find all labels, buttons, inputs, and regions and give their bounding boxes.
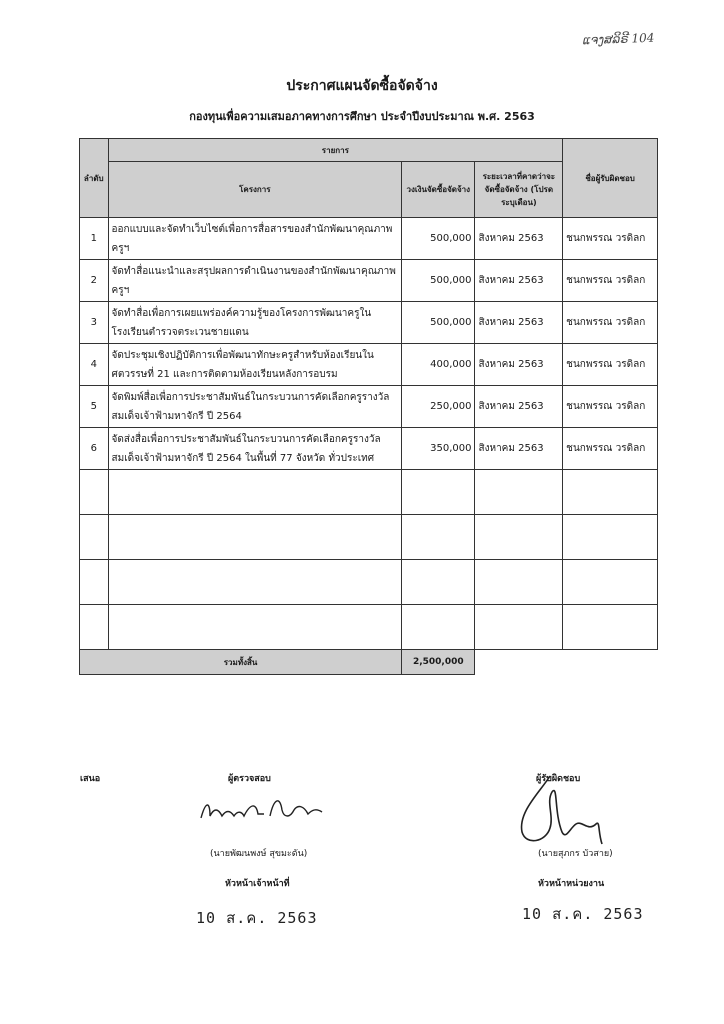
header-period: ระยะเวลาที่คาดว่าจะจัดซื้อจัดจ้าง (โปรดระบุเดือน) [475, 162, 563, 218]
row-project: จัดพิมพ์สื่อเพื่อการประชาสัมพันธ์ในกระบวนการคัดเลือกครูรางวัลสมเด็จเจ้าฟ้ามหาจักรี ปี 2564 [108, 386, 402, 428]
row-period: สิงหาคม 2563 [475, 302, 563, 344]
table-row [80, 260, 658, 302]
table-row [80, 428, 658, 470]
row-no: 6 [80, 428, 109, 470]
head-signature [510, 772, 610, 850]
row-responsible: ชนกพรรณ วรดิลก [563, 218, 658, 260]
row-project: ออกแบบและจัดทำเว็บไซต์เพื่อการสื่อสารของสำนักพัฒนาคุณภาพครูฯ [108, 218, 402, 260]
row-project: จัดประชุมเชิงปฏิบัติการเพื่อพัฒนาทักษะครูสำหรับห้องเรียนในศตวรรษที่ 21 และการติดตามห้องเรียนหลังการอบรม [108, 344, 402, 386]
row-amount: 500,000 [402, 218, 475, 260]
handwritten-page-note: ແຈງສລິຣີ 104 [581, 30, 655, 48]
row-no: 3 [80, 302, 109, 344]
row-no: 4 [80, 344, 109, 386]
head-date-stamp: 10 ส.ค. 2563 [522, 905, 644, 923]
header-responsible: ชื่อผู้รับผิดชอบ [563, 139, 658, 218]
row-responsible: ชนกพรรณ วรดิลก [563, 386, 658, 428]
row-responsible: ชนกพรรณ วรดิลก [563, 260, 658, 302]
header-amount: วงเงินจัดซื้อจัดจ้าง [402, 162, 475, 218]
total-amount: 2,500,000 [402, 650, 475, 675]
empty-row [80, 515, 658, 560]
row-project: จัดทำสื่อแนะนำและสรุปผลการดำเนินงานของสำนักพัฒนาคุณภาพครูฯ [108, 260, 402, 302]
row-responsible: ชนกพรรณ วรดิลก [563, 302, 658, 344]
procurement-plan-table [79, 138, 658, 675]
reviewer-position: หัวหน้าเจ้าหน้าที่ [225, 879, 290, 889]
row-no: 5 [80, 386, 109, 428]
reviewer-date-stamp: 10 ส.ค. 2563 [196, 909, 318, 927]
header-project: โครงการ [108, 162, 402, 218]
empty-row [80, 560, 658, 605]
empty-row [80, 605, 658, 650]
reviewer-name: (นายพัฒนพงษ์ สุขมะดัน) [210, 849, 308, 859]
row-period: สิงหาคม 2563 [475, 218, 563, 260]
document-subtitle: กองทุนเพื่อความเสมอภาคทางการศึกษา ประจำปีงบประมาณ พ.ศ. 2563 [189, 110, 535, 123]
row-amount: 400,000 [402, 344, 475, 386]
total-label: รวมทั้งสิ้น [80, 650, 402, 675]
table-row [80, 218, 658, 260]
total-row [80, 650, 658, 675]
row-period: สิงหาคม 2563 [475, 260, 563, 302]
row-no: 1 [80, 218, 109, 260]
header-no: ลำดับ [80, 139, 109, 218]
head-position: หัวหน้าหน่วยงาน [538, 879, 605, 889]
row-no: 2 [80, 260, 109, 302]
table-row [80, 344, 658, 386]
row-period: สิงหาคม 2563 [475, 428, 563, 470]
row-amount: 350,000 [402, 428, 475, 470]
row-responsible: ชนกพรรณ วรดิลก [563, 344, 658, 386]
row-period: สิงหาคม 2563 [475, 344, 563, 386]
table-row [80, 386, 658, 428]
row-amount: 500,000 [402, 260, 475, 302]
row-responsible: ชนกพรรณ วรดิลก [563, 428, 658, 470]
header-list: รายการ [108, 139, 563, 162]
row-period: สิงหาคม 2563 [475, 386, 563, 428]
row-amount: 250,000 [402, 386, 475, 428]
reviewer-label: ผู้ตรวจสอบ [228, 774, 271, 784]
table-row [80, 302, 658, 344]
head-name: (นายสุภกร บัวสาย) [538, 849, 613, 859]
row-amount: 500,000 [402, 302, 475, 344]
propose-label: เสนอ [80, 774, 101, 784]
empty-row [80, 470, 658, 515]
reviewer-signature [196, 790, 326, 830]
row-project: จัดส่งสื่อเพื่อการประชาสัมพันธ์ในกระบวนการคัดเลือกครูรางวัลสมเด็จเจ้าฟ้ามหาจักรี ปี 2564 ในพื้นที่ 77 จังหวัด ทั่วประเทศ [108, 428, 402, 470]
row-project: จัดทำสื่อเพื่อการเผยแพร่องค์ความรู้ของโครงการพัฒนาครูในโรงเรียนตำรวจตระเวนชายแดน [108, 302, 402, 344]
document-title: ประกาศแผนจัดซื้อจัดจ้าง [286, 78, 438, 94]
responsible-label: ผู้รับผิดชอบ [536, 774, 581, 784]
